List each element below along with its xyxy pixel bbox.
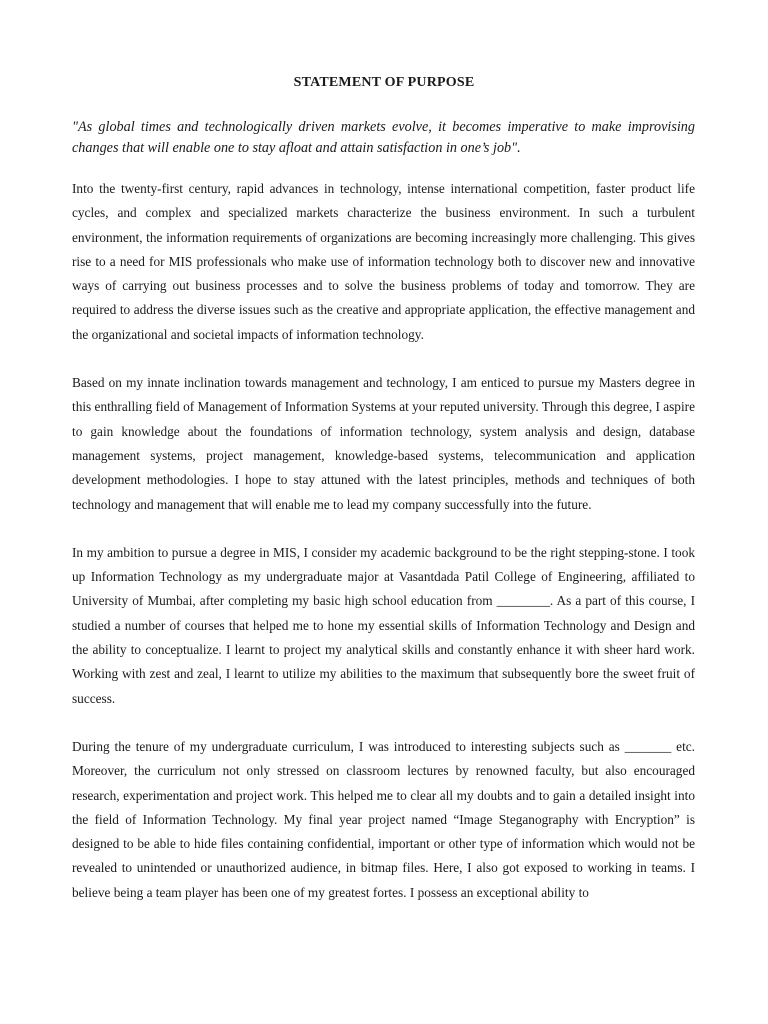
opening-quote: "As global times and technologically driven markets evolve, it becomes imperative to make improvising changes that will enable one to stay afloat and attain satisfaction in one’s job". [72, 119, 695, 156]
paragraph-curriculum: During the tenure of my undergraduate curriculum, I was introduced to interesting subjects such as _______ etc. Moreover, the curriculum not only stressed on classroom lectures by renowned faculty, but also encouraged research, experimentation and project work. This helped me to clear all my doubts and to gain a detailed insight into the field of Information Technology. My final year project named “Image Steganography with Encryption” is designed to be able to hide files containing confidential, important or other type of information which would not be revealed to unintended or unauthorized audience, in bitmap files. Here, I also got exposed to working in teams. I believe being a team player has been one of my greatest fortes. I possess an exceptional ability to [72, 738, 695, 900]
document-body [72, 117, 695, 929]
paragraph-intro: Into the twenty-first century, rapid advances in technology, intense international competition, faster product life cycles, and complex and specialized markets characterize the business environment. In such a turbulent environment, the information requirements of organizations are becoming increasingly more challenging. This gives rise to a need for MIS professionals who make use of information technology both to discover new and innovative ways of carrying out business processes and to solve the business problems of today and tomorrow. They are required to address the diverse issues such as the creative and appropriate application, the effective management and the organizational and societal impacts of information technology. [72, 181, 695, 342]
paragraph-motivation: Based on my innate inclination towards management and technology, I am enticed to pursue my Masters degree in this enthralling field of Management of Information Systems at your reputed university. Through this degree, I aspire to gain knowledge about the foundations of information technology, system analysis and design, database management systems, project management, knowledge-based systems, telecommunication and application development methodologies. I hope to stay attuned with the latest principles, methods and techniques of both technology and management that will enable me to lead my company successfully into the future. [72, 375, 695, 512]
paragraph-academic-background: In my ambition to pursue a degree in MIS, I consider my academic background to be the right stepping-stone. I took up Information Technology as my undergraduate major at Vasantdada Patil College of Engineering, affiliated to University of Mumbai, after completing my basic high school education from ________. As a part of this course, I studied a number of courses that helped me to hone my essential skills of Information Technology and Design and the ability to conceptualize. I learnt to project my analytical skills and constantly enhance it with sheer hard work. Working with zest and zeal, I learnt to utilize my abilities to the maximum that subsequently bore the sweet fruit of success. [72, 544, 695, 706]
document-title: STATEMENT OF PURPOSE [293, 75, 475, 90]
